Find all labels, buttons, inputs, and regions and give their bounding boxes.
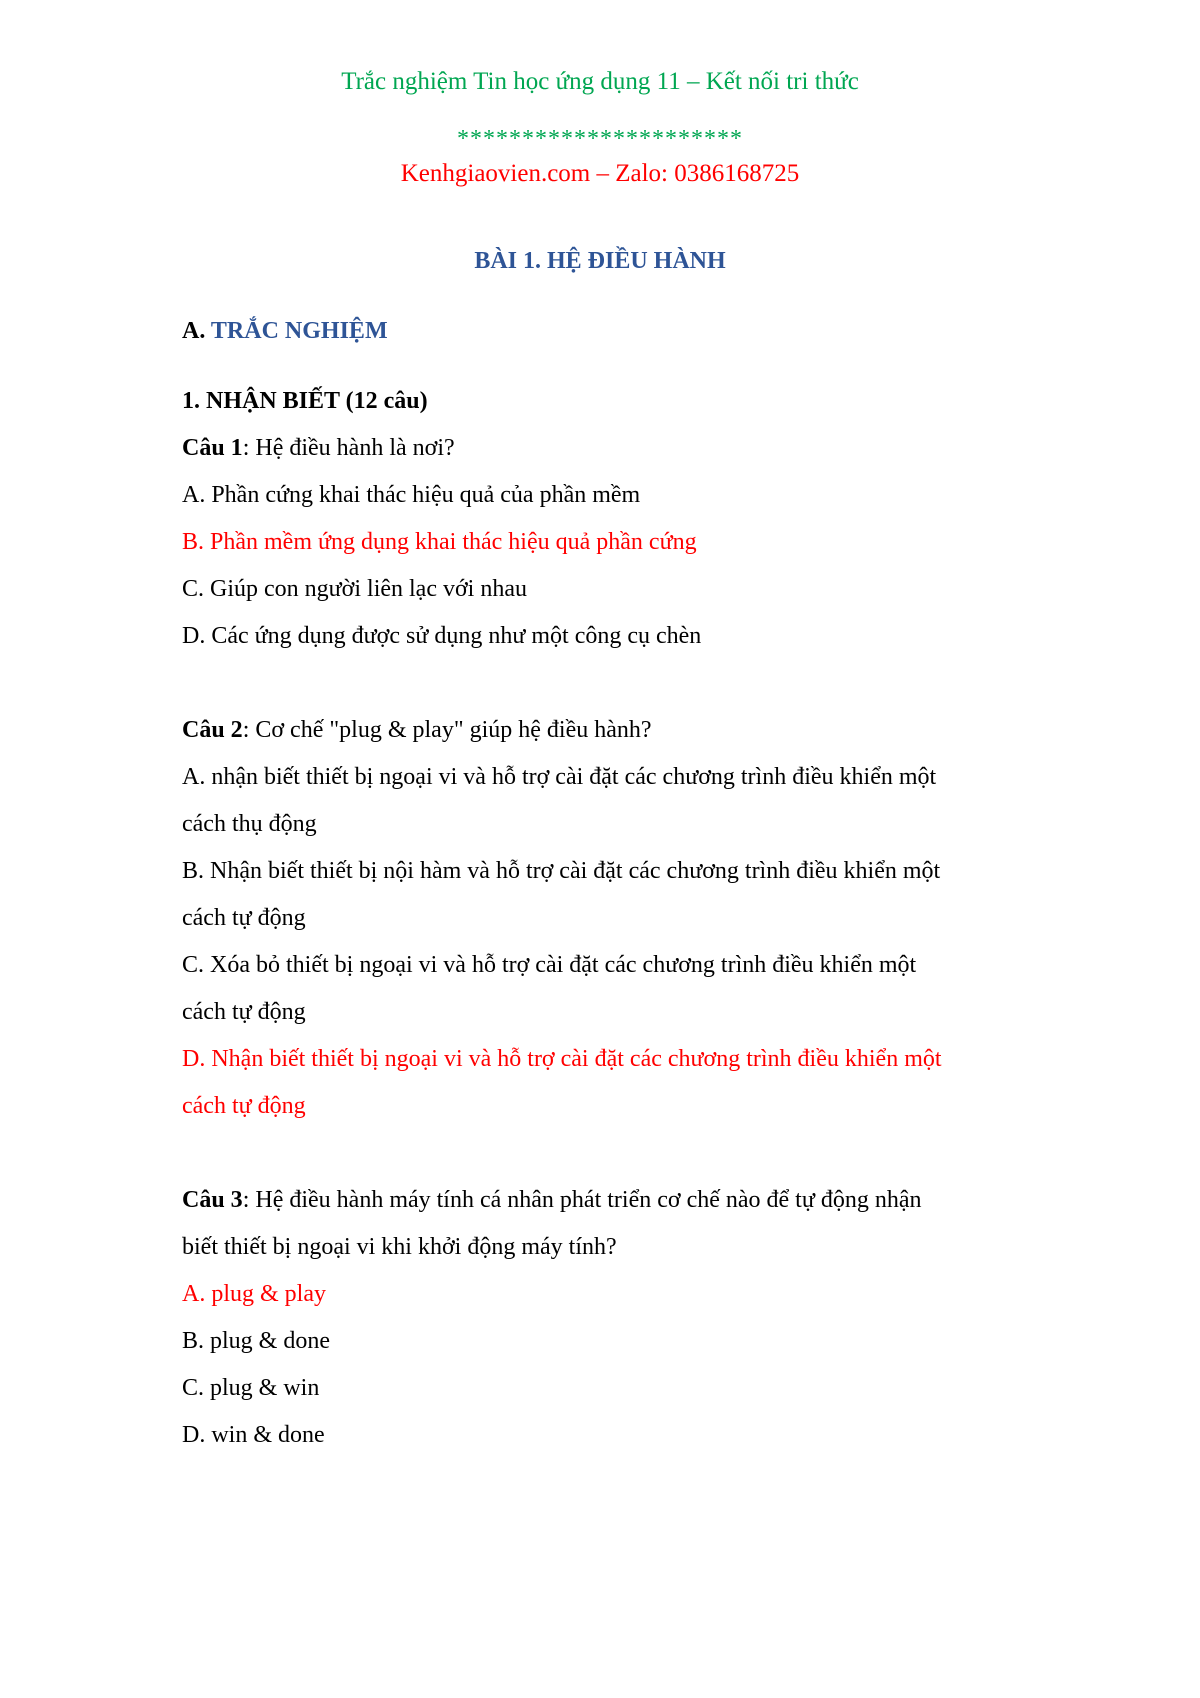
spacer	[182, 1130, 1058, 1177]
answer-option: B. plug & done	[182, 1328, 330, 1354]
question-text: : Hệ điều hành là nơi?	[242, 435, 455, 461]
correct-answer-option: D. Nhận biết thiết bị ngoại vi và hỗ trợ cài đặt các chương trình điều khiển một	[182, 1046, 942, 1072]
header-contact: Kenhgiaovien.com – Zalo: 0386168725	[400, 160, 800, 187]
correct-answer-option: B. Phần mềm ứng dụng khai thác hiệu quả phần cứng	[182, 529, 697, 555]
section-name: TRẮC NGHIỆM	[210, 318, 388, 344]
answer-option: C. Xóa bỏ thiết bị ngoại vi và hỗ trợ cài đặt các chương trình điều khiển một	[182, 952, 917, 978]
answer-option: B. Nhận biết thiết bị nội hàm và hỗ trợ cài đặt các chương trình điều khiển một	[182, 858, 941, 884]
question-1	[182, 425, 1058, 472]
quiz-content	[182, 378, 1058, 1459]
answer-option: A. Phần cứng khai thác hiệu quả của phần mềm	[182, 482, 641, 508]
answer-option: C. plug & win	[182, 1375, 320, 1401]
question-number: Câu 1	[182, 435, 243, 461]
document-header-title: Trắc nghiệm Tin học ứng dụng 11 – Kết nối tri thức	[341, 68, 859, 95]
answer-option-continuation: cách tự động	[182, 999, 306, 1025]
question-3	[182, 1177, 1058, 1224]
section-label: A.	[182, 318, 206, 344]
section-heading	[182, 318, 388, 345]
question-2	[182, 707, 1058, 754]
question-number: Câu 2	[182, 717, 243, 743]
question-text-continuation: biết thiết bị ngoại vi khi khởi động máy tính?	[182, 1234, 617, 1260]
answer-option-continuation: cách thụ động	[182, 811, 317, 837]
level-heading: 1. NHẬN BIẾT (12 câu)	[182, 388, 428, 414]
question-text: : Hệ điều hành máy tính cá nhân phát triển cơ chế nào để tự động nhận	[242, 1187, 922, 1213]
question-text: : Cơ chế "plug & play" giúp hệ điều hành?	[242, 717, 652, 743]
question-number: Câu 3	[182, 1187, 243, 1213]
correct-answer-option: A. plug & play	[182, 1281, 326, 1307]
answer-option: A. nhận biết thiết bị ngoại vi và hỗ trợ cài đặt các chương trình điều khiển một	[182, 764, 937, 790]
answer-option: C. Giúp con người liên lạc với nhau	[182, 576, 527, 602]
answer-option-continuation: cách tự động	[182, 905, 306, 931]
correct-answer-option-continuation: cách tự động	[182, 1093, 306, 1119]
spacer	[182, 660, 1058, 707]
answer-option: D. win & done	[182, 1422, 325, 1448]
header-divider-stars: **********************	[457, 126, 743, 152]
answer-option: D. Các ứng dụng được sử dụng như một công cụ chèn	[182, 623, 702, 649]
lesson-title: BÀI 1. HỆ ĐIỀU HÀNH	[474, 248, 726, 274]
